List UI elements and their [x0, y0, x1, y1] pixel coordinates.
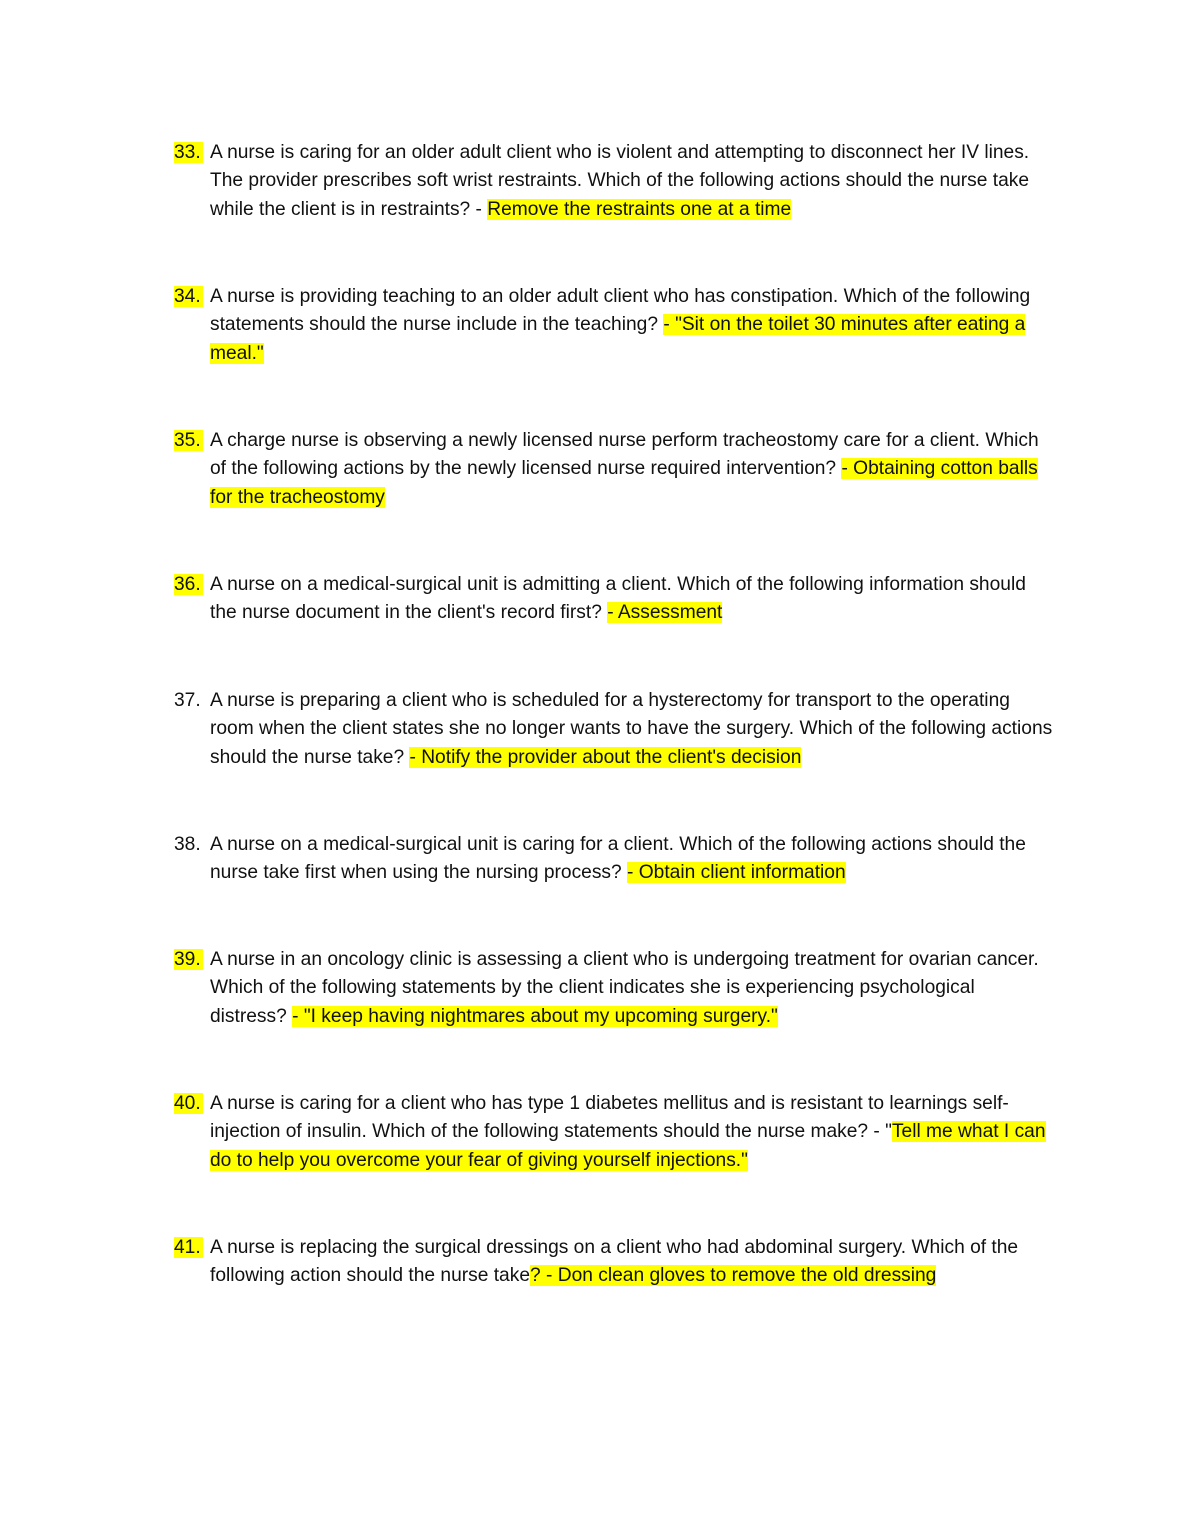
question-number: 34. [174, 286, 201, 307]
question-stem: A charge nurse is observing a newly licensed nurse perform tracheostomy care for a client. Which of the following actions by the newly licensed nurse required intervention? [210, 430, 1039, 480]
question-text [210, 831, 1054, 888]
question-40 [174, 1090, 1054, 1175]
question-33 [174, 139, 1054, 224]
question-stem: A nurse is providing teaching to an older adult client who has constipation. Which of the following statements should the nurse include in the teaching? [210, 286, 1031, 336]
question-text [210, 139, 1054, 224]
question-number: 35. [174, 430, 201, 451]
question-stem: A nurse on a medical-surgical unit is admitting a client. Which of the following information should the nurse document in the client's record first? [210, 574, 1026, 624]
question-text [210, 1090, 1054, 1175]
question-stem: A nurse in an oncology clinic is assessing a client who is undergoing treatment for ovarian cancer. Which of the following statements by the client indicates she is experiencing psychological distress? [210, 949, 1039, 1027]
question-number: 39. [174, 949, 201, 970]
question-text [210, 946, 1054, 1031]
question-number: 40. [174, 1093, 201, 1114]
question-stem: A nurse is preparing a client who is scheduled for a hysterectomy for transport to the operating room when the client states she no longer wants to have the surgery. Which of the following actions should the nurse take? [210, 690, 1053, 768]
question-stem: A nurse is caring for an older adult client who is violent and attempting to disconnect her IV lines. The provider prescribes soft wrist restraints. Which of the following actions should the nurse take while the client is in restraints? - [210, 142, 1030, 220]
question-text [210, 571, 1054, 628]
answer-highlight: - Obtaining cotton balls for the tracheostomy [210, 458, 1038, 508]
answer-highlight: - Assessment [607, 602, 723, 624]
answer-highlight: - Obtain client information [627, 862, 846, 884]
answer-highlight: - "Sit on the toilet 30 minutes after eating a meal." [210, 314, 1026, 364]
answer-highlight: - "I keep having nightmares about my upcoming surgery." [292, 1005, 778, 1027]
question-37 [174, 687, 1054, 772]
question-number: 36. [174, 574, 201, 595]
answer-highlight: Remove the restraints one at a time [487, 198, 792, 220]
question-number: 41. [174, 1237, 201, 1258]
question-34 [174, 283, 1054, 368]
question-text [210, 1234, 1054, 1291]
answer-highlight: - Notify the provider about the client's decision [409, 746, 802, 768]
question-text [210, 687, 1054, 772]
answer-highlight: Tell me what I can do to help you overcome your fear of giving yourself injections." [210, 1121, 1046, 1171]
answer-highlight: ? - Don clean gloves to remove the old dressing [530, 1265, 937, 1287]
question-stem: A nurse is caring for a client who has type 1 diabetes mellitus and is resistant to learnings self-injection of insulin. Which of the following statements should the nurse make? - " [210, 1093, 1009, 1143]
question-number: 37. [174, 690, 201, 711]
question-text [210, 283, 1054, 368]
question-stem: A nurse is replacing the surgical dressings on a client who had abdominal surgery. Which of the following action should the nurse take [210, 1237, 1019, 1287]
question-39 [174, 946, 1054, 1031]
question-stem: A nurse on a medical-surgical unit is caring for a client. Which of the following actions should the nurse take first when using the nursing process? [210, 834, 1026, 884]
question-36 [174, 571, 1054, 628]
question-35 [174, 427, 1054, 512]
question-38 [174, 831, 1054, 888]
question-text [210, 427, 1054, 512]
question-number: 33. [174, 142, 201, 163]
question-41 [174, 1234, 1054, 1291]
question-number: 38. [174, 834, 201, 855]
